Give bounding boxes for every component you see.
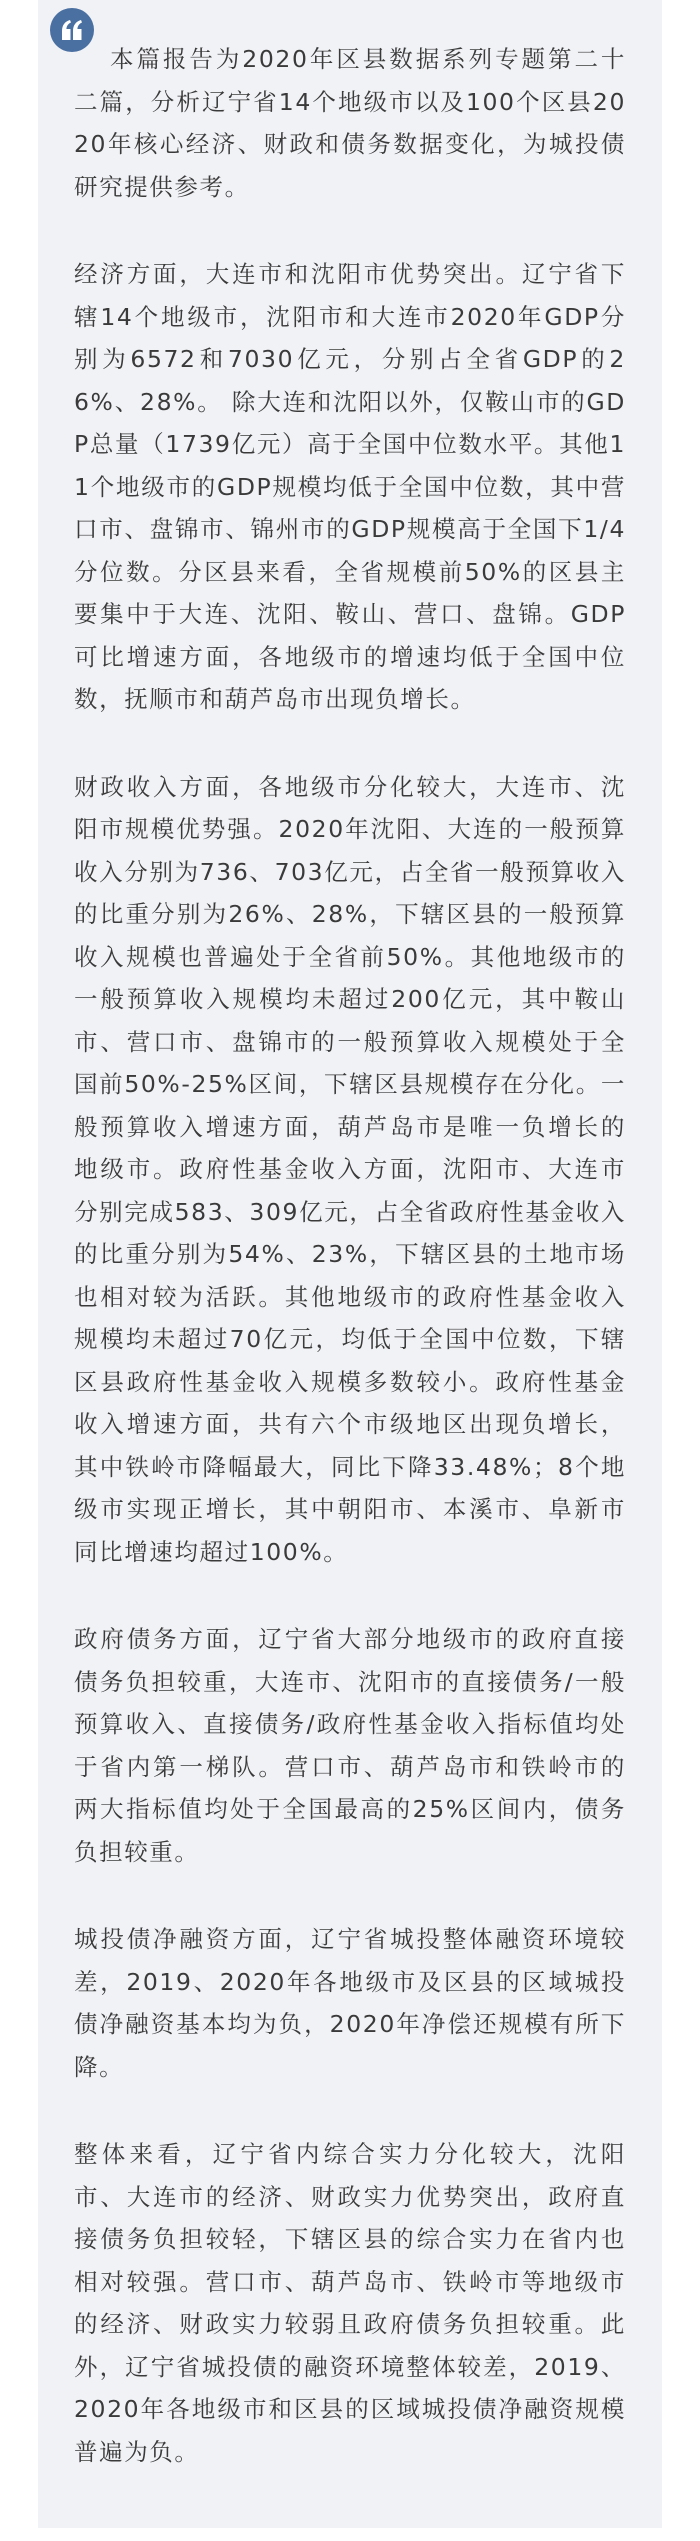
government-debt-paragraph: 政府债务方面，辽宁省大部分地级市的政府直接债务负担较重，大连市、沈阳市的直接债务/一般预算收入、直接债务/政府性基金收入指标值均处于省内第一梯队。营口市、葫芦岛市和铁岭市的两大指标值均处于全国最高的25%区间内，债务负担较重。 bbox=[74, 1625, 626, 1866]
chengtou-net-financing-paragraph: 城投债净融资方面，辽宁省城投整体融资环境较差，2019、2020年各地级市及区县的区域城投债净融资基本均为负，2020年净偿还规模有所下降。 bbox=[74, 1925, 626, 2081]
economy-paragraph: 经济方面，大连市和沈阳市优势突出。辽宁省下辖14个地级市，沈阳市和大连市2020年GDP分别为6572和7030亿元，分别占全省GDP的26%、28%。 除大连和沈阳以外，仅鞍山市的GDP总量（1739亿元）高于全国中位数水平。其他11个地级市的GDP规模均低于全国中位数，其中营口市、盘锦市、锦州市的GDP规模高于全国下1/4分位数。分区县来看，全省规模前50%的区县主要集中于大连、沈阳、鞍山、营口、盘锦。GDP可比增速方面，各地级市的增速均低于全国中位数，抚顺市和葫芦岛市出现负增长。 bbox=[74, 260, 626, 713]
fiscal-revenue-paragraph: 财政收入方面，各地级市分化较大，大连市、沈阳市规模优势强。2020年沈阳、大连的一般预算收入分别为736、703亿元，占全省一般预算收入的比重分别为26%、28%，下辖区县的一般预算收入规模也普遍处于全省前50%。其他地级市的一般预算收入规模均未超过200亿元，其中鞍山市、营口市、盘锦市的一般预算收入规模处于全国前50%-25%区间，下辖区县规模存在分化。一般预算收入增速方面，葫芦岛市是唯一负增长的地级市。政府性基金收入方面，沈阳市、大连市分别完成583、309亿元，占全省政府性基金收入的比重分别为54%、23%，下辖区县的土地市场也相对较为活跃。其他地级市的政府性基金收入规模均未超过70亿元，均低于全国中位数，下辖区县政府性基金收入规模多数较小。政府性基金收入增速方面，共有六个市级地区出现负增长，其中铁岭市降幅最大，同比下降33.48%；8个地级市实现正增长，其中朝阳市、本溪市、阜新市同比增速均超过100%。 bbox=[74, 772, 626, 1566]
intro-paragraph: 本篇报告为2020年区县数据系列专题第二十二篇，分析辽宁省14个地级市以及100个区县2020年核心经济、财政和债务数据变化，为城投债研究提供参考。 bbox=[74, 45, 626, 201]
conclusion-paragraph: 整体来看，辽宁省内综合实力分化较大，沈阳市、大连市的经济、财政实力优势突出，政府直接债务负担较轻，下辖区县的综合实力在省内也相对较强。营口市、葫芦岛市、铁岭市等地级市的经济、财政实力较弱且政府债务负担较重。此外，辽宁省城投债的融资环境整体较差，2019、2020年各地级市和区县的区域城投债净融资规模普遍为负。 bbox=[74, 2140, 626, 2466]
report-summary-card bbox=[38, 0, 662, 2528]
quote-mark-icon bbox=[50, 8, 94, 52]
